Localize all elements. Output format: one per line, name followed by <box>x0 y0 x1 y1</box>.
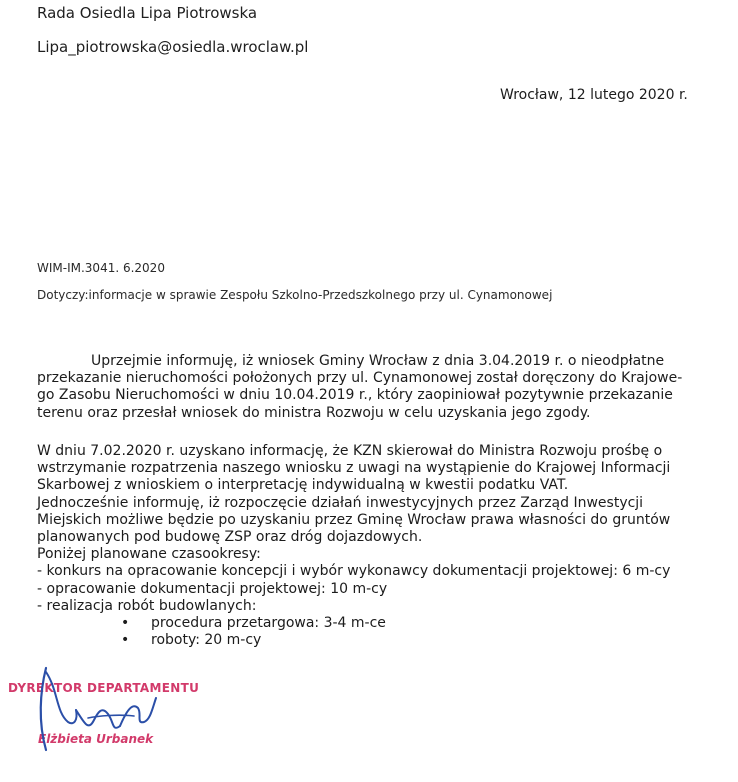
sender-email: Lipa_piotrowska@osiedla.wroclaw.pl <box>37 38 309 56</box>
paragraph-intro <box>37 353 682 422</box>
bullet-icon: • <box>121 632 130 649</box>
schedule-item: - konkurs na opracowanie koncepcji i wybór wykonawcy dokumentacji projektowej: 6 m-cy <box>37 563 671 580</box>
paragraph-line: terenu oraz przesłał wniosek do ministra Rozwoju w celu uzyskania jego zgody. <box>37 404 591 421</box>
paragraph-line: go Zasobu Nieruchomości w dniu 10.04.2019 r., który zaopiniował pozytywnie przekazanie <box>37 387 673 404</box>
schedule-item: - opracowanie dokumentacji projektowej: 10 m-cy <box>37 580 388 597</box>
stamp-title: DYREKTOR DEPARTAMENTU <box>8 681 200 695</box>
subject-line: Dotyczy:informacje w sprawie Zespołu Szkolno-Przedszkolnego przy ul. Cynamonowej <box>37 288 553 302</box>
schedule-heading: Poniżej planowane czasookresy: <box>37 546 261 563</box>
reference-number: WIM-IM.3041. 6.2020 <box>37 261 165 275</box>
place-and-date: Wrocław, 12 lutego 2020 r. <box>500 87 688 103</box>
stamp-name: Elżbieta Urbanek <box>38 732 154 746</box>
paragraph-line: przekazanie nieruchomości położonych przy ul. Cynamonowej został doręczony do Krajowe- <box>37 370 683 387</box>
paragraph-line: W dniu 7.02.2020 r. uzyskano informację, że KZN skierował do Ministra Rozwoju prośbę o <box>37 443 663 459</box>
bullet-icon: • <box>121 615 130 632</box>
sender-organization: Rada Osiedla Lipa Piotrowska <box>37 4 258 22</box>
subitem-label: roboty: 20 m-cy <box>151 632 262 649</box>
paragraph-line: Skarbowej z wnioskiem o interpretację indywidualną w kwestii podatku VAT. <box>37 477 569 494</box>
subitem-label: procedura przetargowa: 3-4 m-ce <box>151 615 386 632</box>
paragraph-line: Miejskich możliwe będzie po uzyskaniu przez Gminę Wrocław prawa własności do gruntów <box>37 511 671 528</box>
paragraph-line: planowanych pod budowę ZSP oraz dróg dojazdowych. <box>37 529 423 546</box>
schedule-subitem <box>37 615 670 632</box>
paragraph-status <box>37 443 670 649</box>
schedule-item: - realizacja robót budowlanych: <box>37 597 257 614</box>
paragraph-line: wstrzymanie rozpatrzenia naszego wniosku z uwagi na wystąpienie do Krajowej Informacji <box>37 460 671 477</box>
schedule-subitem <box>37 632 670 649</box>
paragraph-line: Jednocześnie informuję, iż rozpoczęcie działań inwestycyjnych przez Zarząd Inwestycji <box>37 494 644 511</box>
paragraph-line: Uprzejmie informuję, iż wniosek Gminy Wrocław z dnia 3.04.2019 r. o nieodpłatne <box>91 353 665 369</box>
handwritten-signature <box>28 662 178 752</box>
